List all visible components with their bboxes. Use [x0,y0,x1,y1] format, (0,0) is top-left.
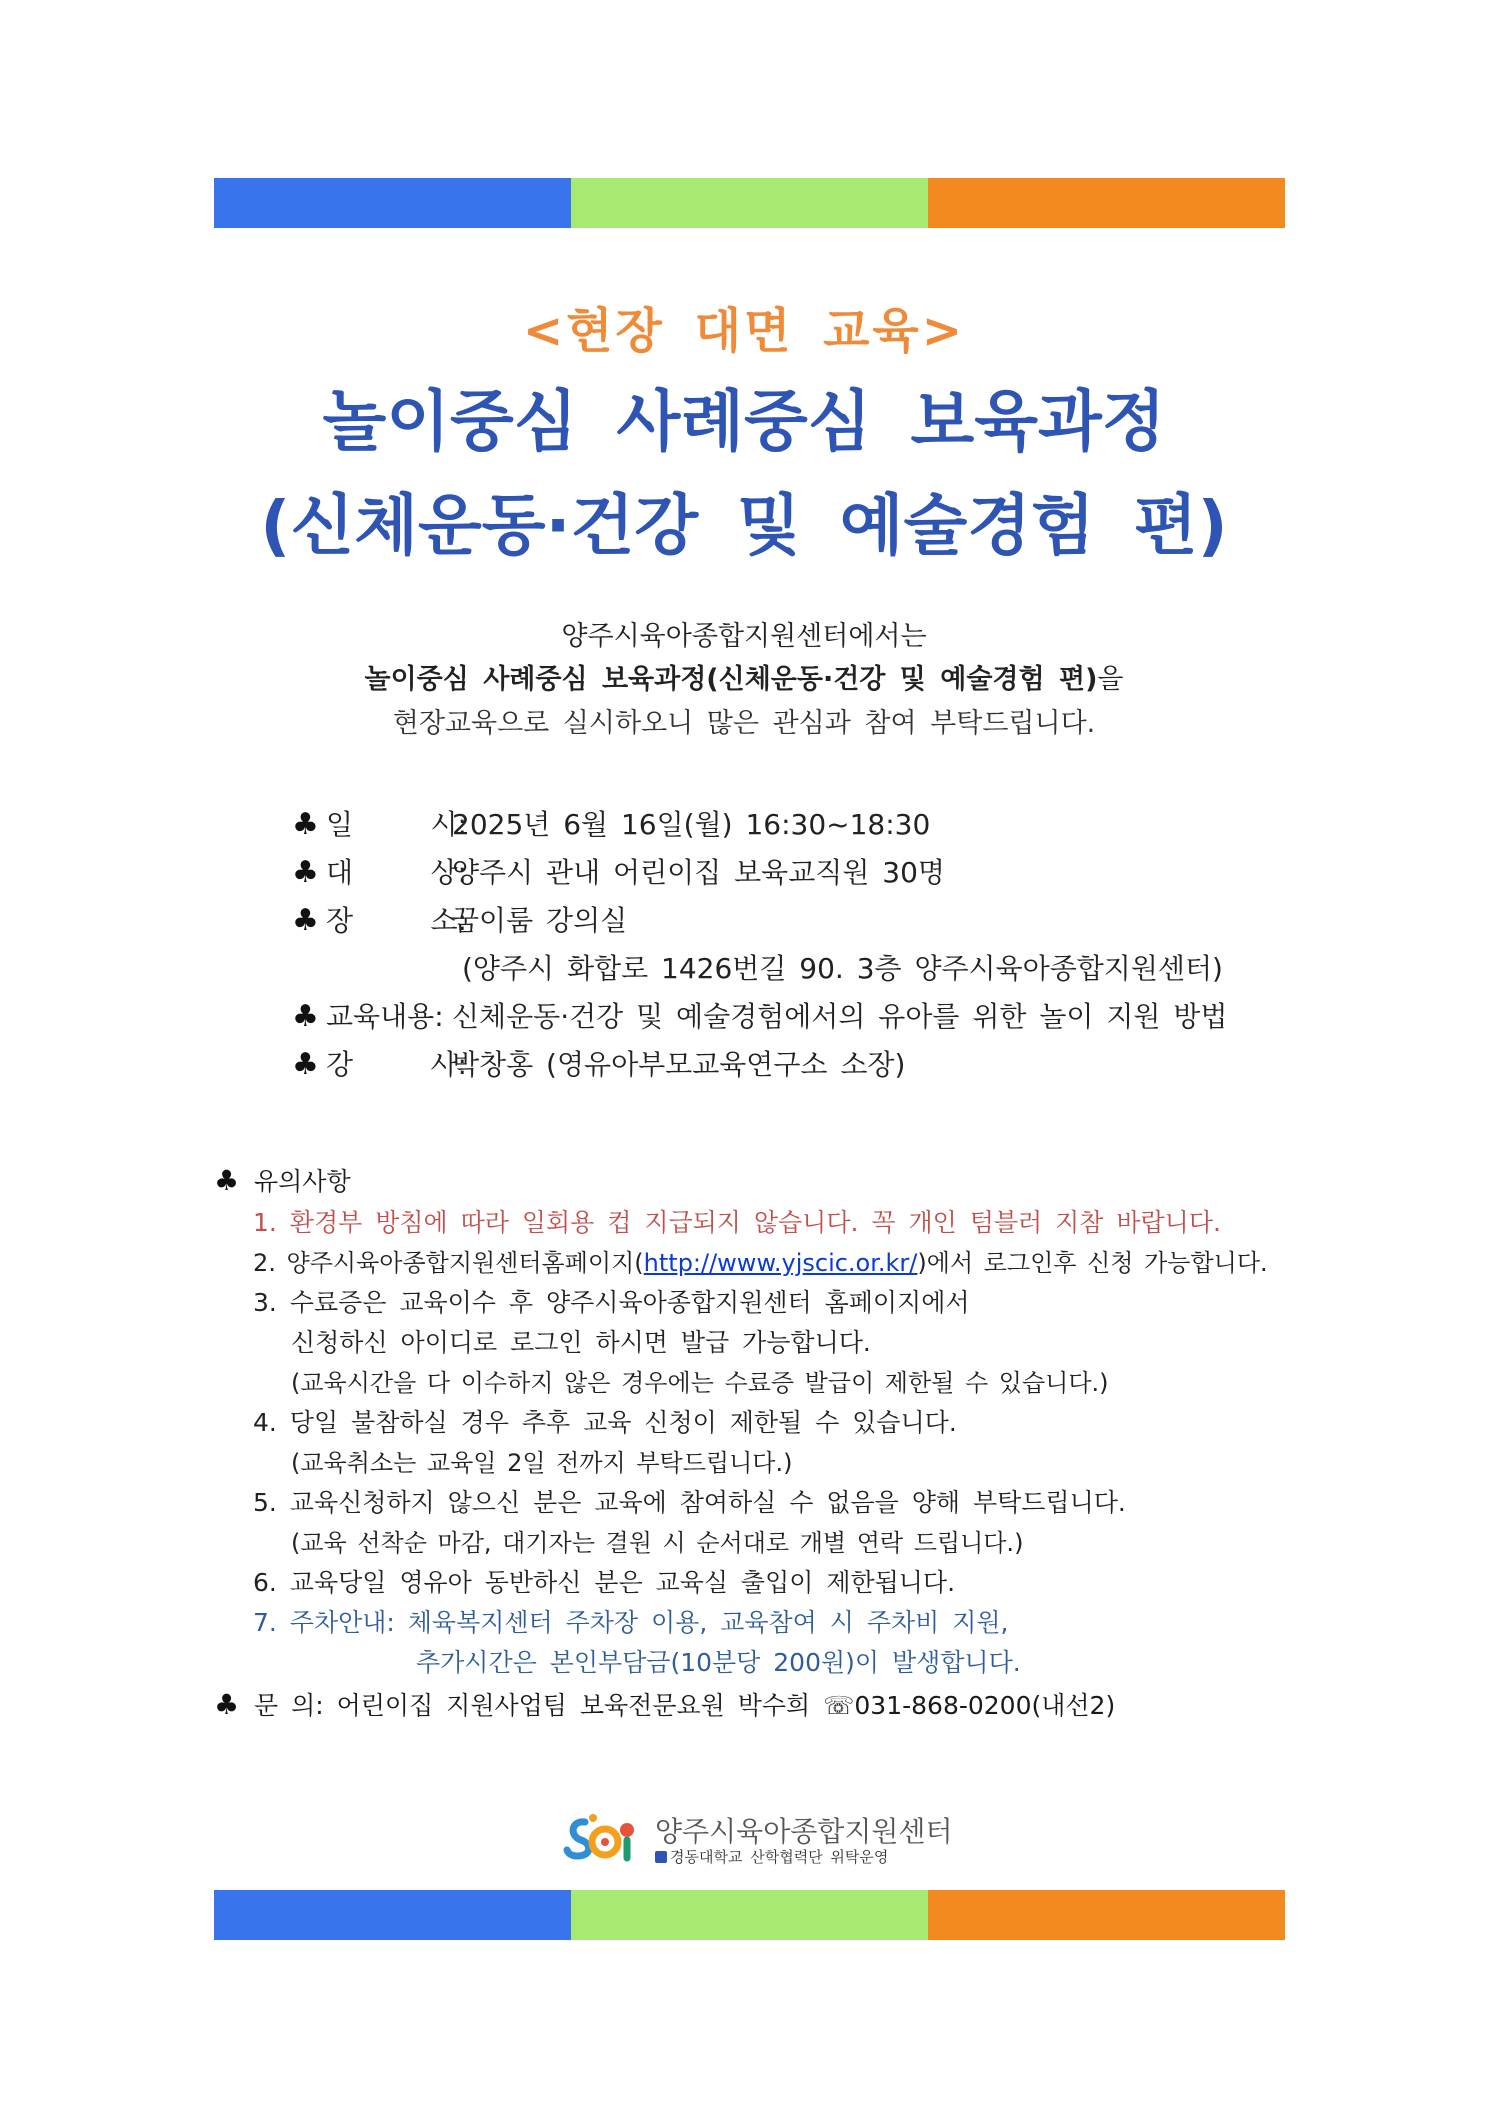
phone-icon: ☏ [823,1691,855,1720]
color-bar-green-segment [571,1890,928,1940]
color-bar-orange-segment [928,1890,1285,1940]
club-icon: ♣ [292,807,319,842]
info-value-target: 양주시 관내 어린이집 보육교직원 30명 [452,856,945,889]
info-label-date: 일 시: [326,808,467,841]
event-type-subtitle: <현장 대면 교육> [522,303,966,359]
info-value-place: 꿈이룸 강의실 [452,904,628,937]
note-item-2-prefix: 2. 양주시육아종합지원센터홈페이지( [253,1249,644,1277]
page-title-line-2: (신체운동·건강 및 예술경험 편) [260,487,1228,564]
note-item-5: 5. 교육신청하지 않으신 분은 교육에 참여하실 수 없음을 양해 부탁드립니다. [253,1488,1126,1517]
color-bar-green-segment [571,178,928,228]
info-label-place: 장 소: [326,904,467,937]
university-seal-icon [655,1851,667,1863]
note-item-3: 3. 수료증은 교육이수 후 양주시육아종합지원센터 홈페이지에서 [253,1288,970,1317]
club-icon: ♣ [292,1047,319,1082]
info-value-address: (양주시 화합로 1426번길 90. 3층 양주시육아종합지원센터) [462,952,1223,985]
info-label-target: 대 상: [326,856,467,889]
contact-text: 어린이집 지원사업팀 보육전문요원 박수희 [336,1691,811,1720]
club-icon: ♣ [292,999,319,1034]
intro-line-1: 양주시육아종합지원센터에서는 [561,621,927,652]
note-item-4-line-2: (교육취소는 교육일 2일 전까지 부탁드립니다.) [291,1449,793,1477]
intro-course-name: 놀이중심 사례중심 보육과정(신체운동·건강 및 예술경험 편) [364,664,1098,695]
info-label-lecturer: 강 사: [326,1048,467,1081]
info-row-lecturer [292,1043,905,1083]
note-item-6: 6. 교육당일 영유아 동반하신 분은 교육실 출입이 제한됩니다. [253,1568,956,1597]
bottom-color-bar [214,1890,1285,1940]
note-item-7: 7. 주차안내: 체육복지센터 주차장 이용, 교육참여 시 주차비 지원, [253,1608,1009,1637]
contact-label: 문 의: [254,1691,324,1720]
info-label-content: 교육내용: [326,1000,444,1033]
center-logo [563,1808,953,1868]
intro-line-2 [0,657,1488,696]
operator-line [655,1846,888,1867]
note-item-2-suffix: )에서 로그인후 신청 가능합니다. [917,1249,1268,1277]
info-value-lecturer: 박창홍 (영유아부모교육연구소 소장) [452,1048,906,1081]
info-value-date: 2025년 6월 16일(월) 16:30~18:30 [452,808,931,841]
club-icon: ♣ [292,855,319,890]
homepage-link[interactable]: http://www.yjscic.or.kr/ [643,1249,918,1277]
contact-phone: 031-868-0200(내선2) [854,1691,1116,1720]
note-item-4: 4. 당일 불참하실 경우 추후 교육 신청이 제한될 수 있습니다. [253,1408,957,1437]
note-item-7-line-2: 추가시간은 본인부담금(10분당 200원)이 발생합니다. [416,1648,1021,1677]
page-title-line-1: 놀이중심 사례중심 보육과정 [322,383,1166,460]
notes-heading-label: 유의사항 [254,1167,351,1196]
info-row-date [292,803,930,843]
contact-line [214,1686,1115,1722]
operator-text: 경동대학교 산학협력단 위탁운영 [670,1848,889,1866]
intro-line-3: 현장교육으로 실시하오니 많은 관심과 참여 부탁드립니다. [392,708,1096,739]
club-icon: ♣ [214,1164,240,1197]
notes-heading [214,1162,351,1198]
note-item-5-line-2: (교육 선착순 마감, 대기자는 결원 시 순서대로 개별 연락 드립니다.) [291,1529,1024,1557]
color-bar-orange-segment [928,178,1285,228]
center-logo-icon [563,1808,643,1868]
info-value-content: 신체운동·건강 및 예술경험에서의 유아를 위한 놀이 지원 방법 [452,1000,1228,1033]
club-icon: ♣ [292,903,319,938]
note-item-3-line-2: 신청하신 아이디로 로그인 하시면 발급 가능합니다. [291,1328,871,1357]
note-item-2 [253,1243,1268,1278]
center-name: 양주시육아종합지원센터 [655,1815,953,1848]
club-icon: ♣ [214,1688,240,1721]
color-bar-blue-segment [214,1890,571,1940]
note-item-3-line-3: (교육시간을 다 이수하지 않은 경우에는 수료증 발급이 제한될 수 있습니다.) [291,1369,1109,1397]
info-row-target [292,851,945,891]
note-item-1: 1. 환경부 방침에 따라 일회용 컵 지급되지 않습니다. 꼭 개인 텀블러 지참 바랍니다. [253,1208,1221,1237]
intro-line-2-tail: 을 [1097,664,1124,695]
info-row-place [292,899,627,939]
color-bar-blue-segment [214,178,571,228]
info-row-content [292,995,1227,1035]
top-color-bar [214,178,1285,228]
